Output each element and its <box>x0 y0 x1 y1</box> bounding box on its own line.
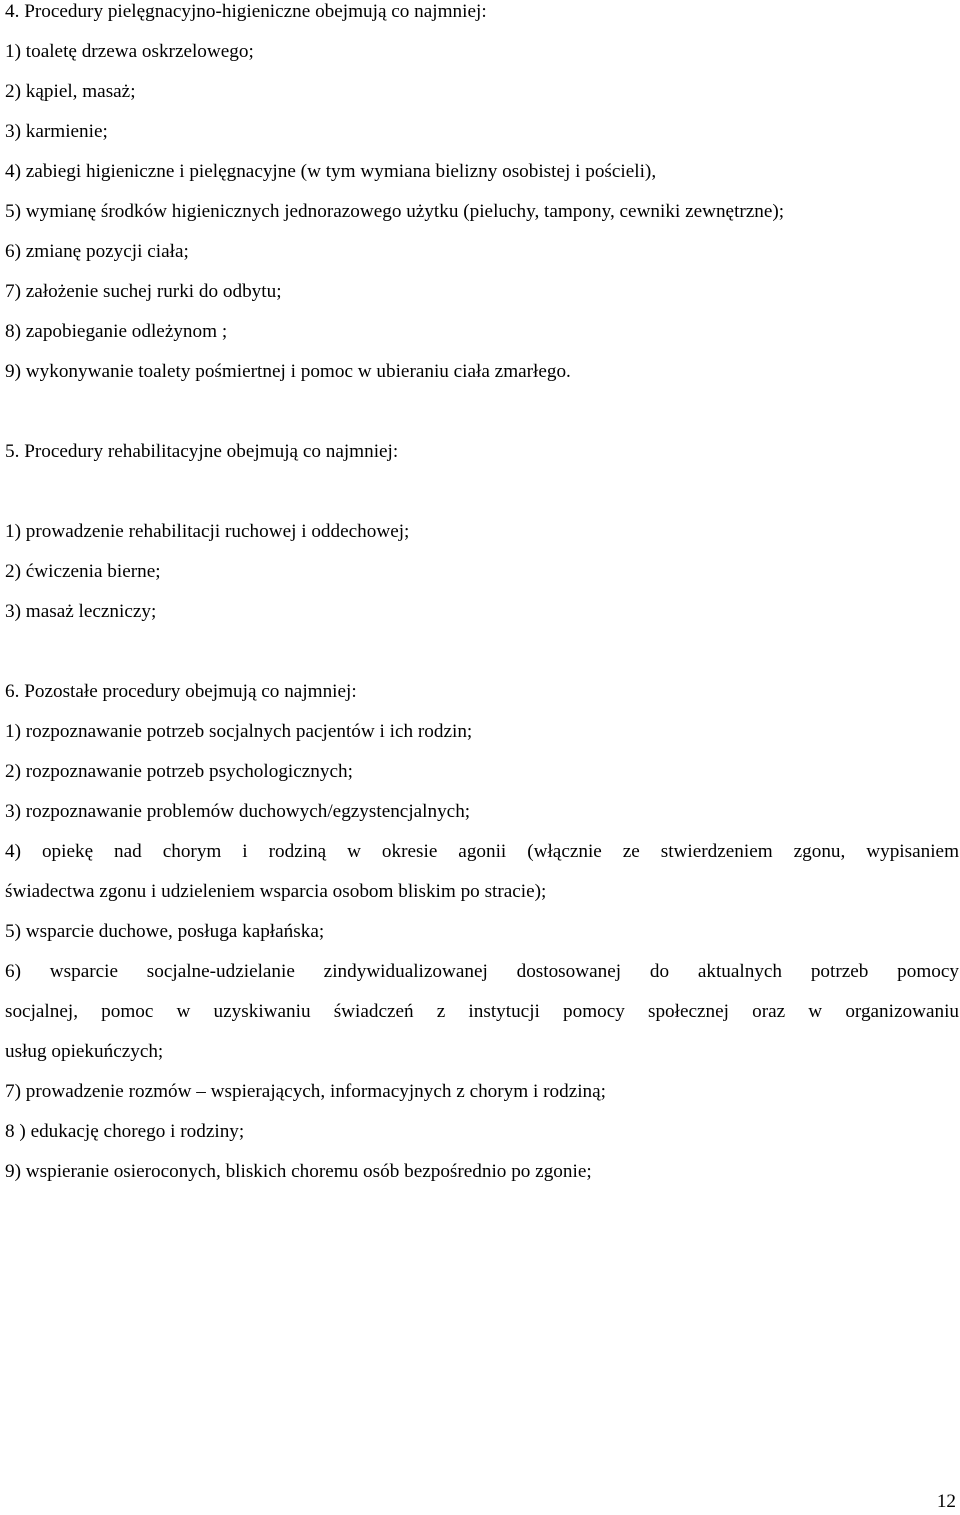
list-item: 5) wsparcie duchowe, posługa kapłańska; <box>5 921 325 942</box>
section-6-heading: 6. Pozostałe procedury obejmują co najmniej: <box>5 681 357 702</box>
list-item: 6) zmianę pozycji ciała; <box>5 241 189 262</box>
list-item: 2) ćwiczenia bierne; <box>5 561 161 582</box>
list-item-continuation: świadectwa zgonu i udzieleniem wsparcia osobom bliskim po stracie); <box>5 881 547 902</box>
list-item: 4) opiekę nad chorym i rodziną w okresie agonii (włącznie ze stwierdzeniem zgonu, wypisaniem <box>5 841 959 862</box>
list-item: 2) kąpiel, masaż; <box>5 81 136 102</box>
list-item: 9) wykonywanie toalety pośmiertnej i pomoc w ubieraniu ciała zmarłego. <box>5 361 571 382</box>
list-item: 1) toaletę drzewa oskrzelowego; <box>5 41 254 62</box>
list-item: 7) prowadzenie rozmów – wspierających, informacyjnych z chorym i rodziną; <box>5 1081 606 1102</box>
page-number: 12 <box>936 1491 956 1512</box>
list-item: 2) rozpoznawanie potrzeb psychologicznych; <box>5 761 353 782</box>
list-item: 5) wymianę środków higienicznych jednorazowego użytku (pieluchy, tampony, cewniki zewnętrzne); <box>5 201 785 222</box>
section-4-heading: 4. Procedury pielęgnacyjno-higieniczne obejmują co najmniej: <box>5 1 487 22</box>
list-item: 8 ) edukację chorego i rodziny; <box>5 1121 245 1142</box>
list-item-continuation: usług opiekuńczych; <box>5 1041 164 1062</box>
list-item: 3) masaż leczniczy; <box>5 601 157 622</box>
list-item: 3) rozpoznawanie problemów duchowych/egzystencjalnych; <box>5 801 471 822</box>
list-item: 7) założenie suchej rurki do odbytu; <box>5 281 282 302</box>
list-item: 6) wsparcie socjalne-udzielanie zindywidualizowanej dostosowanej do aktualnych potrzeb pomocy <box>5 961 959 982</box>
list-item: 4) zabiegi higieniczne i pielęgnacyjne (w tym wymiana bielizny osobistej i pościeli), <box>5 161 657 182</box>
list-item: 1) prowadzenie rehabilitacji ruchowej i oddechowej; <box>5 521 410 542</box>
list-item: 8) zapobieganie odleżynom ; <box>5 321 228 342</box>
list-item: 9) wspieranie osieroconych, bliskich choremu osób bezpośrednio po zgonie; <box>5 1161 592 1182</box>
list-item: 1) rozpoznawanie potrzeb socjalnych pacjentów i ich rodzin; <box>5 721 473 742</box>
section-5-heading: 5. Procedury rehabilitacyjne obejmują co najmniej: <box>5 441 399 462</box>
list-item-continuation: socjalnej, pomoc w uzyskiwaniu świadczeń z instytucji pomocy społecznej oraz w organizowaniu <box>5 1001 959 1022</box>
list-item: 3) karmienie; <box>5 121 108 142</box>
